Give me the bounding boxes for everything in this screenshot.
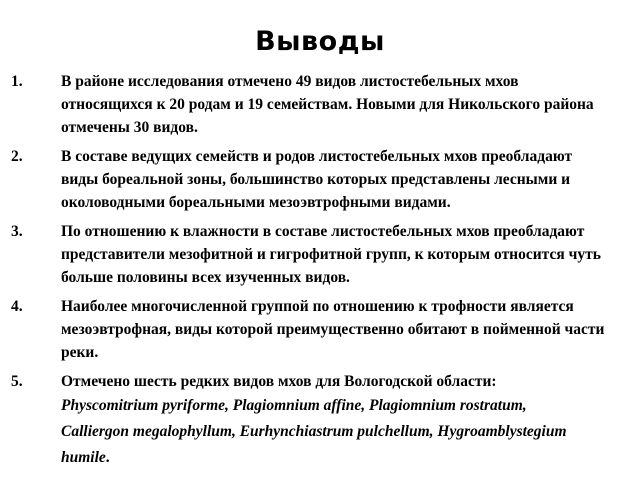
species-end: . xyxy=(105,449,110,466)
species-line: Calliergon megalophyllum, Eurhynchiastrum pulchellum, Hygroamblystegium humile xyxy=(61,423,567,466)
item-text: В составе ведущих семейств и родов листостебельных мхов преобладают виды бореальной зоны, большинство которых представлены лесными и околоводными бореальными мезоэвтрофными видами. xyxy=(61,148,573,211)
item-text: В районе исследования отмечено 49 видов листостебельных мхов относящихся к 20 родам и 19 семействам. Новыми для Никольского района отмечены 30 видов. xyxy=(61,73,594,136)
item-text: Отмечено шесть редких видов мхов для Вологодской области: xyxy=(61,373,497,390)
item-number: 4. xyxy=(11,298,23,315)
list-item xyxy=(0,370,640,471)
item-number: 5. xyxy=(11,373,23,390)
item-number: 3. xyxy=(11,223,23,240)
rare-species-list xyxy=(61,393,612,471)
item-number: 1. xyxy=(11,73,23,90)
list-item xyxy=(0,145,640,214)
list-item xyxy=(0,220,640,289)
list-item xyxy=(0,70,640,139)
conclusions-list xyxy=(0,70,640,477)
item-text: Наиболее многочисленной группой по отношению к трофности является мезоэвтрофная, виды которой преимущественно обитают в пойменной части реки. xyxy=(61,298,605,361)
item-number: 2. xyxy=(11,148,23,165)
item-text: По отношению к влажности в составе листостебельных мхов преобладают представители мезофитной и гигрофитной групп, к которым относится чуть больше половины всех изученных видов. xyxy=(61,223,601,286)
species-line: Physcomitrium pyriforme, Plagiomnium affine, Plagiomnium rostratum, xyxy=(61,397,527,414)
slide-title: Выводы xyxy=(255,26,385,57)
list-item xyxy=(0,295,640,364)
